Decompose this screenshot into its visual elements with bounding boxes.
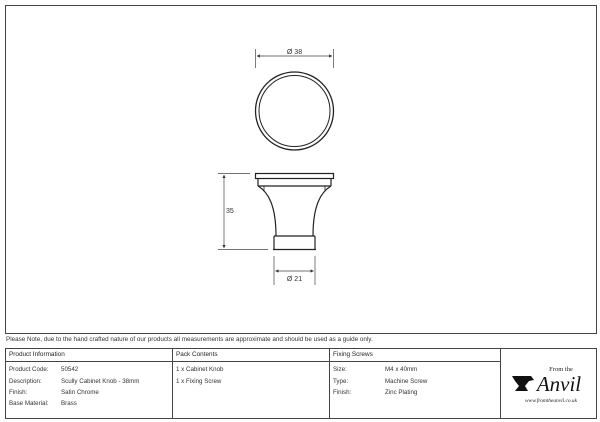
pack-item: 1 x Fixing Screw	[176, 378, 222, 385]
logo-url: www.fromtheanvil.co.uk	[525, 398, 577, 404]
description-row	[9, 378, 139, 385]
brand-logo-cell	[500, 349, 596, 418]
anvil-logo	[501, 349, 598, 418]
base-width-label: Ø 21	[286, 276, 303, 283]
finish-label: Finish:	[9, 389, 28, 396]
product-information-heading: Product Information	[6, 349, 172, 362]
screw-finish-value: Zinc Plating	[385, 389, 418, 396]
product-code-value: 50542	[61, 366, 79, 373]
screw-finish-row	[333, 389, 417, 396]
logo-from-the: From the	[549, 366, 573, 373]
product-code-label: Product Code:	[9, 366, 49, 373]
screw-type-row	[333, 378, 427, 385]
product-information-column	[6, 349, 172, 418]
anvil-icon	[512, 376, 534, 391]
product-code-row	[9, 366, 78, 373]
finish-row	[9, 389, 99, 396]
top-width-label: Ø 38	[286, 49, 303, 56]
fixing-screws-column	[329, 349, 501, 418]
knob-side-view	[256, 174, 334, 250]
screw-size-row	[333, 366, 417, 373]
pack-item: 1 x Cabinet Knob	[176, 366, 224, 373]
finish-value: Satin Chrome	[61, 389, 99, 396]
fixing-screws-heading: Fixing Screws	[330, 349, 501, 362]
description-value: Scully Cabinet Knob - 38mm	[61, 378, 140, 385]
title-block	[5, 348, 597, 419]
base-material-label: Base Material:	[9, 400, 49, 407]
pack-contents-column	[172, 349, 330, 418]
screw-type-value: Machine Screw	[385, 378, 428, 385]
screw-finish-label: Finish:	[333, 389, 352, 396]
height-label: 35	[226, 208, 234, 215]
description-label: Description:	[9, 378, 42, 385]
base-material-value: Brass	[61, 400, 77, 407]
pack-contents-heading: Pack Contents	[173, 349, 330, 362]
screw-size-label: Size:	[333, 366, 347, 373]
disclaimer-note: Please Note, due to the hand crafted nature of our products all measurements are approximate and should be used as a guide only.	[6, 336, 373, 343]
screw-type-label: Type:	[333, 378, 349, 385]
knob-top-view	[256, 72, 334, 150]
base-material-row	[9, 400, 77, 407]
logo-brand: Anvil	[536, 372, 582, 396]
screw-size-value: M4 x 40mm	[385, 366, 418, 373]
